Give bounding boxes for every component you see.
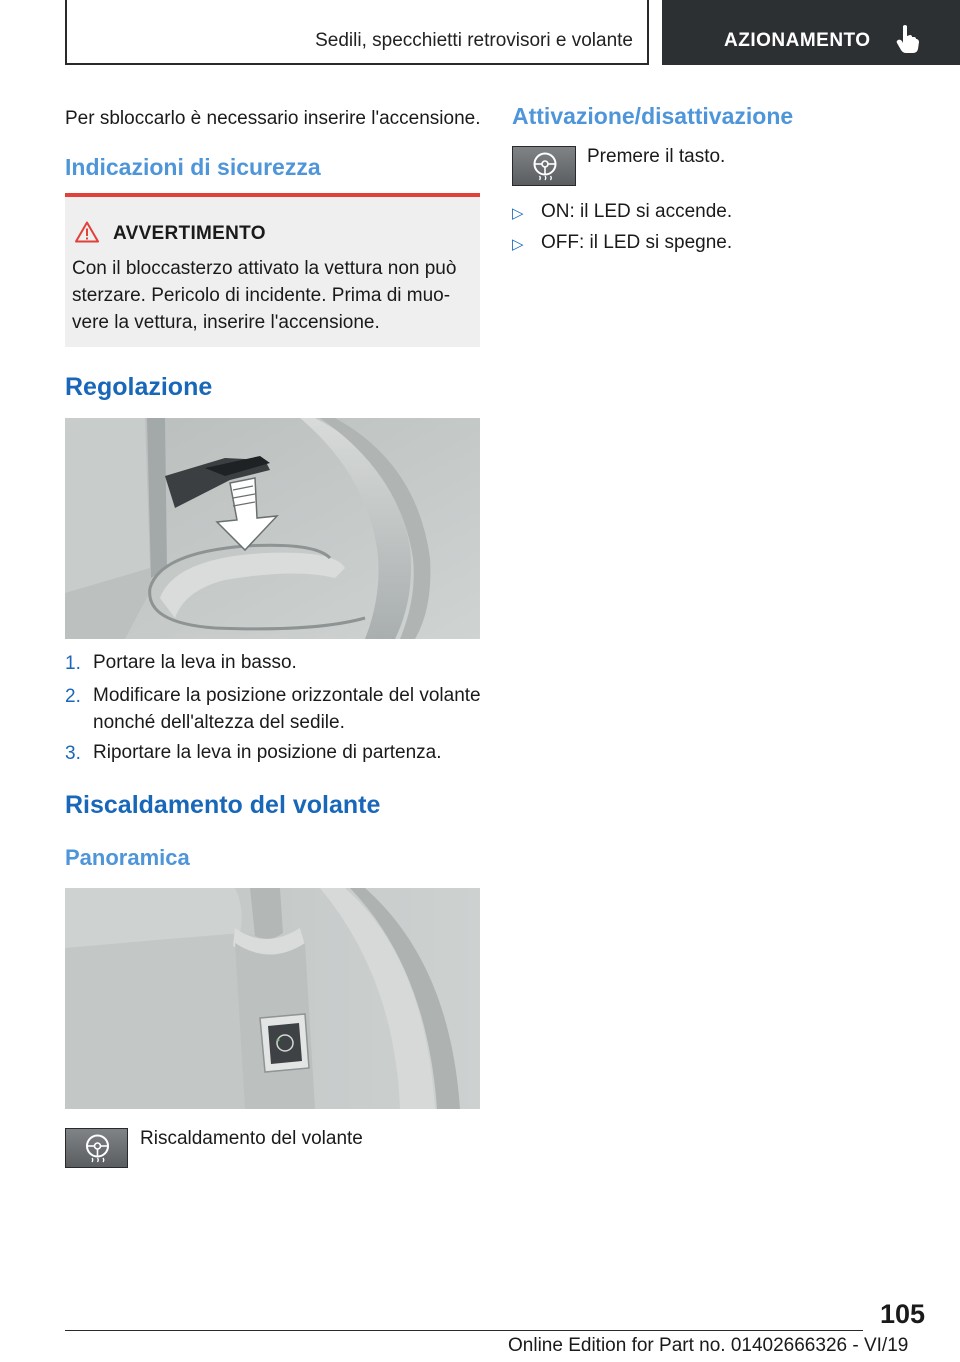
chapter-tab[interactable] <box>662 0 960 65</box>
steering-lever-illustration <box>65 418 480 639</box>
list-item: OFF: il LED si spegne. <box>541 232 733 253</box>
step-number: 1. <box>65 653 81 674</box>
steering-heating-key[interactable] <box>512 146 576 186</box>
heating-button-image <box>65 888 480 1109</box>
chapter-label: AZIONAMENTO <box>724 30 871 51</box>
warning-triangle-icon <box>75 221 99 243</box>
step-text: Portare la leva in basso. <box>93 652 297 673</box>
press-text: Premere il tasto. <box>587 146 726 167</box>
heating-button-illustration <box>65 888 480 1109</box>
steering-heating-key[interactable] <box>65 1128 128 1168</box>
steering-lever-image <box>65 418 480 639</box>
step-number: 3. <box>65 743 81 764</box>
list-item: ON: il LED si accende. <box>541 201 733 222</box>
pointing-hand-icon <box>896 24 920 54</box>
edition-text: Online Edition for Part no. 01402666326 - VI/19 <box>508 1335 909 1356</box>
bullet-triangle-icon: ▷ <box>512 205 524 222</box>
safety-heading: Indicazioni di sicurezza <box>65 154 321 180</box>
header-section-box <box>65 0 649 65</box>
warning-title: AVVERTIMENTO <box>113 223 266 244</box>
warning-box <box>65 193 480 347</box>
footer-divider <box>65 1330 863 1331</box>
onoff-heading: Attivazione/disattivazione <box>512 103 794 129</box>
bullet-triangle-icon: ▷ <box>512 236 524 253</box>
heating-heading: Riscaldamento del volante <box>65 791 381 819</box>
steering-wheel-heating-icon <box>66 1129 129 1169</box>
section-title: Sedili, specchietti retrovisori e volante <box>315 30 633 51</box>
overview-heading: Panoramica <box>65 845 190 870</box>
key-caption: Riscaldamento del volante <box>140 1128 363 1149</box>
warning-text: Con il bloccasterzo attivato la vettura non può sterzare. Pericolo di incidente. Prima di muovere la vettura, inserire l'accensione. <box>72 258 457 333</box>
intro-text: Per sbloccarlo è necessario inserire l'accensione. <box>65 108 481 129</box>
step-number: 2. <box>65 686 81 707</box>
step-text: Riportare la leva in posizione di partenza. <box>93 742 442 763</box>
steering-wheel-heating-icon <box>513 147 577 187</box>
page-number: 105 <box>880 1299 926 1329</box>
step-text: Modificare la posizione orizzontale del volante nonché dell'altezza del sedile. <box>93 685 481 733</box>
adjust-heading: Regolazione <box>65 373 213 401</box>
